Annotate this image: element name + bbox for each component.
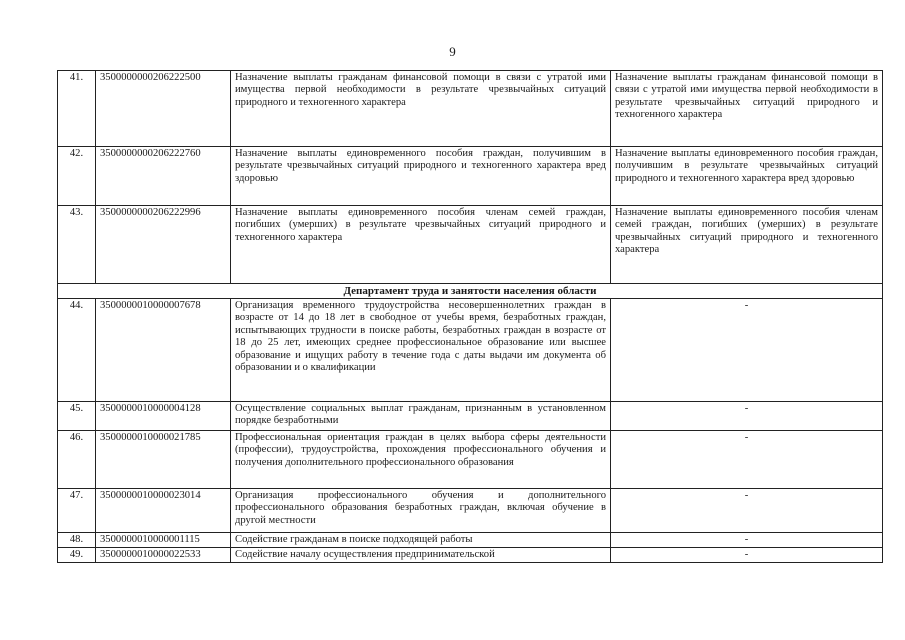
row-number: 43. (58, 206, 96, 284)
row-number: 42. (58, 147, 96, 206)
service-name-alt: Назначение выплаты единовременного пособия членам семей граждан, погибших (умерших) в результате чрезвычайных ситуаций природного и техногенного характера (611, 206, 883, 284)
service-name-alt: Назначение выплаты гражданам финансовой помощи в связи с утратой ими имущества первой необходимости в результате чрезвычайных ситуаций природного и техногенного характера (611, 71, 883, 147)
service-name: Организация временного трудоустройства несовершеннолетних граждан в возрасте от 14 до 18 лет в свободное от учебы время, безработных граждан, испытывающих трудности в поиске работы, безработных граждан в возрасте от 18 до 25 лет, имеющих среднее профессиональное образование или высшее образование и ищущих работу в течение года с даты выдачи им документа об образовании и о квалификации (231, 299, 611, 402)
department-heading: Департамент труда и занятости населения области (58, 284, 883, 299)
table-row (58, 431, 883, 489)
table-row (58, 206, 883, 284)
service-name-alt: - (611, 299, 883, 402)
row-number: 49. (58, 548, 96, 563)
service-name: Осуществление социальных выплат гражданам, признанным в установленном порядке безработными (231, 402, 611, 431)
service-name-alt: - (611, 533, 883, 548)
service-name: Назначение выплаты единовременного пособия членам семей граждан, погибших (умерших) в результате чрезвычайных ситуаций природного и техногенного характера (231, 206, 611, 284)
row-number: 47. (58, 489, 96, 533)
service-name-alt: - (611, 548, 883, 563)
row-number: 41. (58, 71, 96, 147)
page-number: 9 (449, 44, 456, 59)
service-code: 3500000010000023014 (96, 489, 231, 533)
service-code: 3500000010000021785 (96, 431, 231, 489)
service-code: 3500000010000007678 (96, 299, 231, 402)
service-name-alt: - (611, 402, 883, 431)
row-number: 46. (58, 431, 96, 489)
service-code: 3500000000206222760 (96, 147, 231, 206)
row-number: 45. (58, 402, 96, 431)
service-name: Содействие началу осуществления предпринимательской (231, 548, 611, 563)
service-name: Назначение выплаты гражданам финансовой помощи в связи с утратой ими имущества первой необходимости в результате чрезвычайных ситуаций природного и техногенного характера (231, 71, 611, 147)
table-row (58, 489, 883, 533)
service-code: 3500000010000022533 (96, 548, 231, 563)
table-row (58, 299, 883, 402)
table-row (58, 402, 883, 431)
table-row (58, 71, 883, 147)
service-name-alt: Назначение выплаты единовременного пособия граждан, получившим в результате чрезвычайных ситуаций природного и техногенного характера вред здоровью (611, 147, 883, 206)
service-code: 3500000010000001115 (96, 533, 231, 548)
row-number: 48. (58, 533, 96, 548)
service-code: 3500000000206222500 (96, 71, 231, 147)
service-name-alt: - (611, 431, 883, 489)
service-name-alt: - (611, 489, 883, 533)
service-name: Профессиональная ориентация граждан в целях выбора сферы деятельности (профессии), трудоустройства, прохождения профессионального обучения и получения дополнительного профессионального образования (231, 431, 611, 489)
service-code: 3500000000206222996 (96, 206, 231, 284)
table-row (58, 147, 883, 206)
service-name: Назначение выплаты единовременного пособия граждан, получившим в результате чрезвычайных ситуаций природного и техногенного характера вред здоровью (231, 147, 611, 206)
table-row (58, 533, 883, 548)
services-table (57, 70, 883, 563)
service-name: Организация профессионального обучения и дополнительного профессионального образования безработных граждан, включая обучение в другой местности (231, 489, 611, 533)
department-row (58, 284, 883, 299)
service-name: Содействие гражданам в поиске подходящей работы (231, 533, 611, 548)
service-code: 3500000010000004128 (96, 402, 231, 431)
table-row (58, 548, 883, 563)
row-number: 44. (58, 299, 96, 402)
